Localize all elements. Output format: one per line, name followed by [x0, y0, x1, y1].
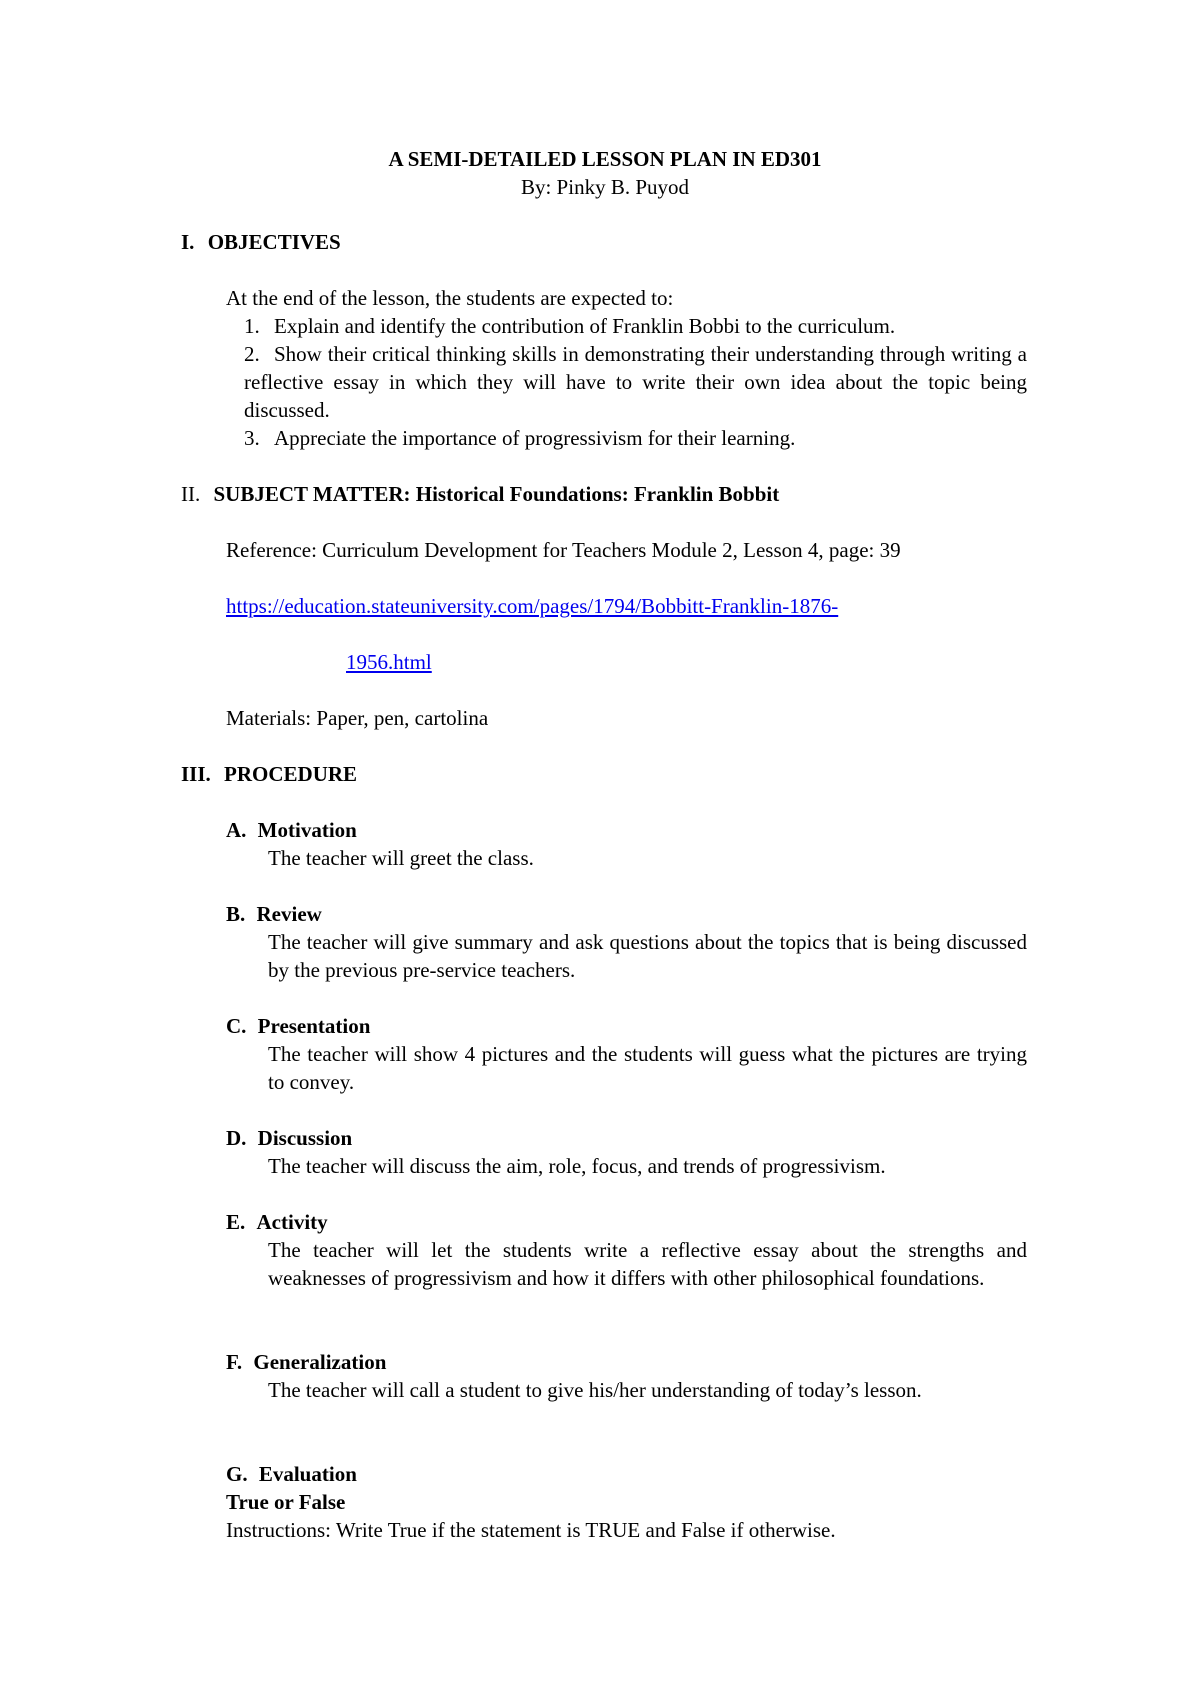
author-line: By: Pinky B. Puyod: [520, 175, 690, 199]
step-f-title: Generalization: [253, 1350, 387, 1374]
subject-matter-heading-number: II.: [181, 482, 201, 506]
objectives-heading: [181, 228, 341, 256]
step-a-letter: A.: [226, 818, 247, 842]
step-d-text: The teacher will discuss the aim, role, focus, and trends of progressivism.: [268, 1154, 886, 1178]
step-e-heading: [226, 1208, 328, 1236]
step-a-title: Motivation: [257, 818, 357, 842]
step-d-title: Discussion: [257, 1126, 353, 1150]
objectives-intro: At the end of the lesson, the students are expected to:: [226, 286, 674, 310]
evaluation-instructions: Instructions: Write True if the statement is TRUE and False if otherwise.: [226, 1518, 836, 1542]
step-e-title: Activity: [256, 1210, 328, 1234]
step-g-heading: [226, 1460, 357, 1488]
objective-text-2: Show their critical thinking skills in demonstrating their understanding through writing a reflective essay in which they will have to write their own idea about the topic being discussed.: [244, 342, 1027, 422]
procedure-heading: [181, 760, 357, 788]
page-title: A SEMI-DETAILED LESSON PLAN IN ED301: [388, 147, 822, 171]
objective-number-3: 3.: [244, 426, 260, 450]
step-g-title: Evaluation: [258, 1462, 357, 1486]
step-c-text: The teacher will show 4 pictures and the students will guess what the pictures are trying to convey.: [268, 1042, 1027, 1094]
subject-matter-heading-text: SUBJECT MATTER: Historical Foundations: Franklin Bobbit: [213, 482, 780, 506]
objective-text-1: Explain and identify the contribution of Franklin Bobbi to the curriculum.: [274, 314, 896, 338]
materials-line: Materials: Paper, pen, cartolina: [226, 706, 489, 730]
subject-matter-heading: [181, 480, 779, 508]
step-c-heading: [226, 1012, 370, 1040]
objectives-heading-text: OBJECTIVES: [207, 230, 341, 254]
step-b-title: Review: [256, 902, 322, 926]
step-a-heading: [226, 816, 357, 844]
step-b-text: The teacher will give summary and ask questions about the topics that is being discussed by the previous pre-service teachers.: [268, 930, 1027, 982]
step-f-letter: F.: [226, 1350, 243, 1374]
step-e-text: The teacher will let the students write a reflective essay about the strengths and weaknesses of progressivism and how it differs with other philosophical foundations.: [268, 1238, 1027, 1290]
reference-link-part1[interactable]: https://education.stateuniversity.com/pages/1794/Bobbitt-Franklin-1876-: [226, 594, 839, 618]
step-c-letter: C.: [226, 1014, 247, 1038]
objectives-heading-number: I.: [181, 230, 195, 254]
objective-number-2: 2.: [244, 342, 260, 366]
step-b-letter: B.: [226, 902, 246, 926]
step-a-text: The teacher will greet the class.: [268, 846, 534, 870]
step-e-letter: E.: [226, 1210, 246, 1234]
step-g-letter: G.: [226, 1462, 248, 1486]
step-c-title: Presentation: [257, 1014, 371, 1038]
procedure-heading-text: PROCEDURE: [224, 762, 358, 786]
objective-text-3: Appreciate the importance of progressivism for their learning.: [274, 426, 796, 450]
step-d-heading: [226, 1124, 352, 1152]
step-f-heading: [226, 1348, 386, 1376]
step-f-text: The teacher will call a student to give his/her understanding of today’s lesson.: [268, 1378, 922, 1402]
step-b-heading: [226, 900, 322, 928]
reference-line: Reference: Curriculum Development for Teachers Module 2, Lesson 4, page: 39: [226, 538, 901, 562]
step-d-letter: D.: [226, 1126, 247, 1150]
objective-number-1: 1.: [244, 314, 260, 338]
evaluation-subtitle: True or False: [226, 1490, 346, 1514]
reference-link-part2[interactable]: 1956.html: [346, 650, 432, 674]
procedure-heading-number: III.: [181, 762, 211, 786]
